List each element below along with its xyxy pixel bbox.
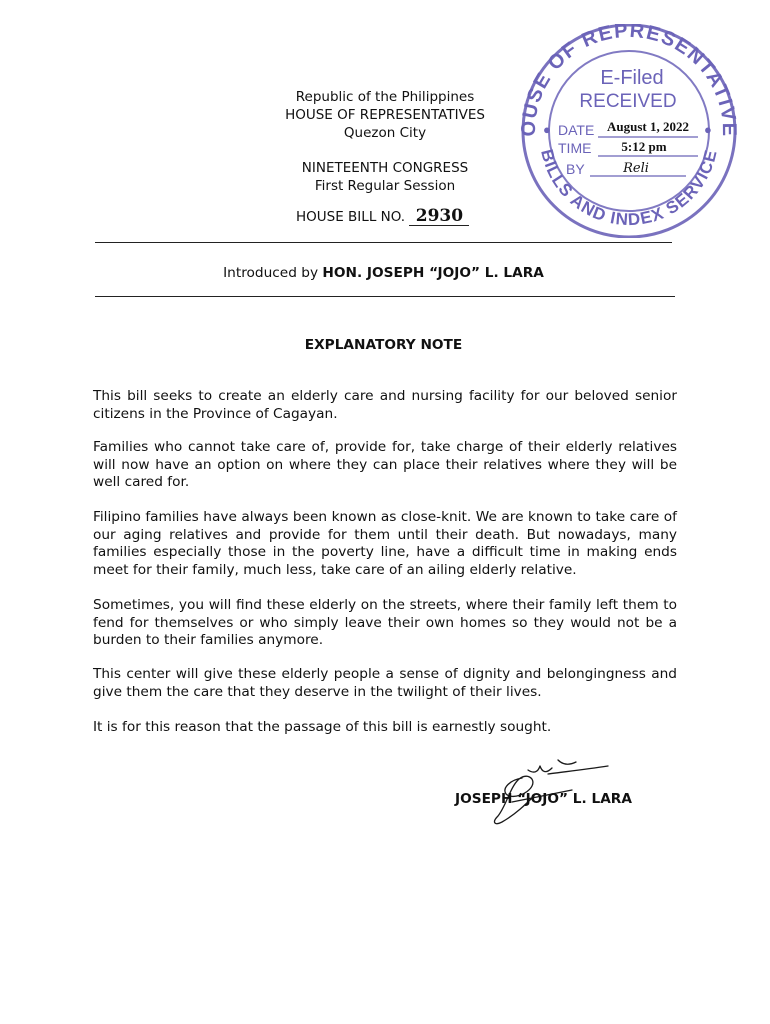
bill-number-line	[296, 208, 469, 226]
header-republic: Republic of the Philippines	[295, 89, 475, 105]
bill-number: 2930	[409, 208, 469, 226]
introduced-divider	[95, 296, 675, 297]
bill-label: HOUSE BILL NO.	[296, 209, 406, 225]
signatory-name: JOSEPH “JOJO” L. LARA	[455, 791, 632, 807]
paragraph-1: This bill seeks to create an elderly care and nursing facility for our beloved senior citizens in the Province of Cagayan.	[93, 388, 677, 422]
introduced-name: HON. JOSEPH “JOJO” L. LARA	[322, 265, 544, 281]
stamp-efiled: E-Filed	[600, 67, 664, 89]
header-congress: NINETEENTH CONGRESS	[301, 160, 469, 176]
received-stamp	[518, 24, 740, 238]
paragraph-4: Sometimes, you will find these elderly on the streets, where their family left them to fend for themselves or who simply leave their own homes so they would not be a burden to their families anymore.	[93, 597, 677, 649]
note-title: EXPLANATORY NOTE	[304, 337, 463, 353]
paragraph-2: Families who cannot take care of, provide for, take charge of their elderly relatives will now have an option on where they can place their relatives where they will be well cared for.	[93, 439, 677, 491]
header-session: First Regular Session	[314, 178, 456, 194]
stamp-date-value: August 1, 2022	[607, 119, 689, 134]
stamp-ring-top: OUSE OF REPRESENTATIVE	[518, 24, 740, 138]
header-city: Quezon City	[343, 125, 427, 141]
stamp-by-value: Reli	[623, 161, 649, 176]
stamp-star-left: ●	[543, 122, 551, 137]
introduced-line	[95, 264, 672, 282]
paragraph-3: Filipino families have always been known as close-knit. We are known to take care of our aging relatives and provide for them until their death. But nowadays, many families especially those in the poverty line, have a difficult time in making ends meet for their family, much less, take care of an ailing elderly relative.	[93, 509, 677, 578]
stamp-by-label: BY	[566, 161, 585, 177]
stamp-received: RECEIVED	[579, 91, 677, 112]
stamp-star-right: ●	[704, 122, 712, 137]
paragraph-6: It is for this reason that the passage of this bill is earnestly sought.	[93, 719, 552, 735]
header-house: HOUSE OF REPRESENTATIVES	[285, 107, 485, 123]
stamp-time-label: TIME	[558, 140, 592, 156]
header-divider	[95, 242, 672, 243]
introduced-prefix: Introduced by	[223, 265, 319, 281]
stamp-time-value: 5:12 pm	[621, 139, 667, 154]
stamp-ring-bottom: BILLS AND INDEX SERVICE	[537, 147, 721, 230]
stamp-date-label: DATE	[558, 122, 595, 138]
paragraph-5: This center will give these elderly people a sense of dignity and belongingness and give them the care that they deserve in the twilight of their lives.	[93, 666, 677, 700]
